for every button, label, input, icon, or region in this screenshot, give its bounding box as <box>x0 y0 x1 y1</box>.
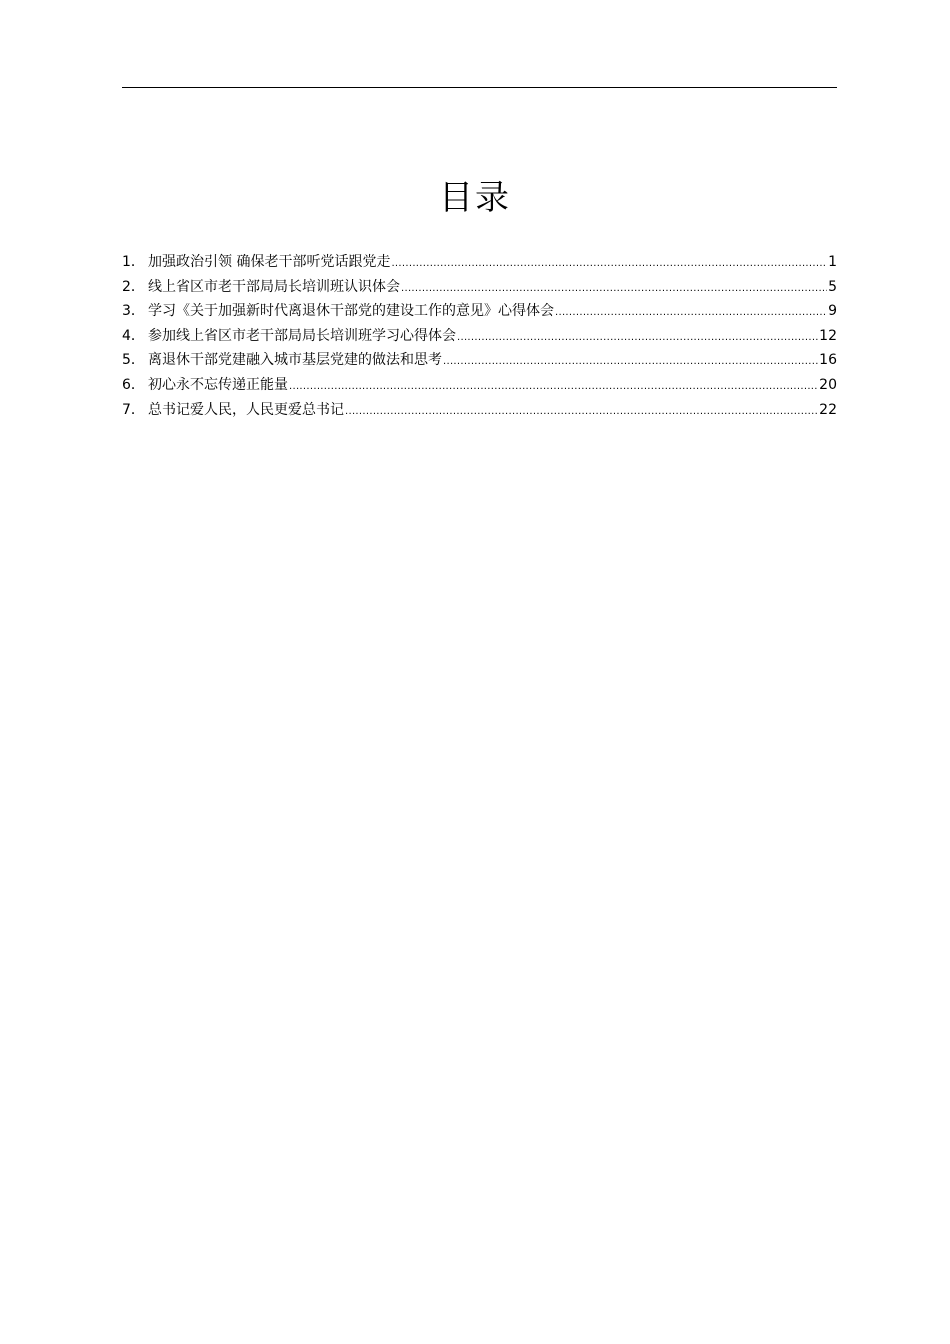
toc-entry-number: 2． <box>122 278 145 295</box>
toc-dot-leader <box>391 252 827 277</box>
toc-entry-1[interactable] <box>122 250 837 275</box>
toc-entry-title: 加强政治引领 确保老干部听党话跟党走 <box>148 254 391 270</box>
toc-entry-number: 1． <box>122 254 145 270</box>
toc-entry-4[interactable] <box>122 324 837 349</box>
toc-entry-title: 学习《关于加强新时代离退休干部党的建设工作的意见》心得体会 <box>148 303 554 320</box>
toc-entry-number: 3． <box>122 303 145 320</box>
toc-dot-leader <box>457 326 818 351</box>
toc-dot-leader <box>401 277 827 302</box>
toc-entry-7[interactable] <box>122 398 837 423</box>
toc-entry-title: 总书记爱人民，人民更爱总书记 <box>148 401 344 418</box>
toc-entry-6[interactable] <box>122 373 837 398</box>
toc-entry-page: 22 <box>819 401 837 418</box>
toc-entry-page: 1 <box>828 254 837 270</box>
toc-dot-leader <box>289 375 818 400</box>
toc-entry-title: 参加线上省区市老干部局局长培训班学习心得体会 <box>148 327 456 344</box>
toc-entry-5[interactable] <box>122 348 837 373</box>
toc-entry-number: 7． <box>122 401 145 418</box>
toc-entry-title: 线上省区市老干部局局长培训班认识体会 <box>148 278 400 295</box>
header-rule <box>122 87 837 88</box>
table-of-contents <box>122 250 837 422</box>
toc-dot-leader <box>555 301 827 326</box>
toc-dot-leader <box>443 350 818 375</box>
toc-entry-page: 16 <box>819 352 837 369</box>
toc-entry-3[interactable] <box>122 299 837 324</box>
toc-entry-page: 12 <box>819 327 837 344</box>
toc-entry-page: 5 <box>828 278 837 295</box>
toc-entry-2[interactable] <box>122 275 837 300</box>
toc-entry-page: 9 <box>828 303 837 320</box>
toc-entry-number: 4． <box>122 327 145 344</box>
toc-entry-title: 离退休干部党建融入城市基层党建的做法和思考 <box>148 352 442 369</box>
toc-entry-number: 5． <box>122 352 145 369</box>
toc-entry-number: 6． <box>122 376 145 393</box>
toc-entry-page: 20 <box>819 376 837 393</box>
page-title: 目录 <box>439 178 511 218</box>
toc-dot-leader <box>345 400 818 425</box>
toc-entry-title: 初心永不忘传递正能量 <box>148 376 288 393</box>
